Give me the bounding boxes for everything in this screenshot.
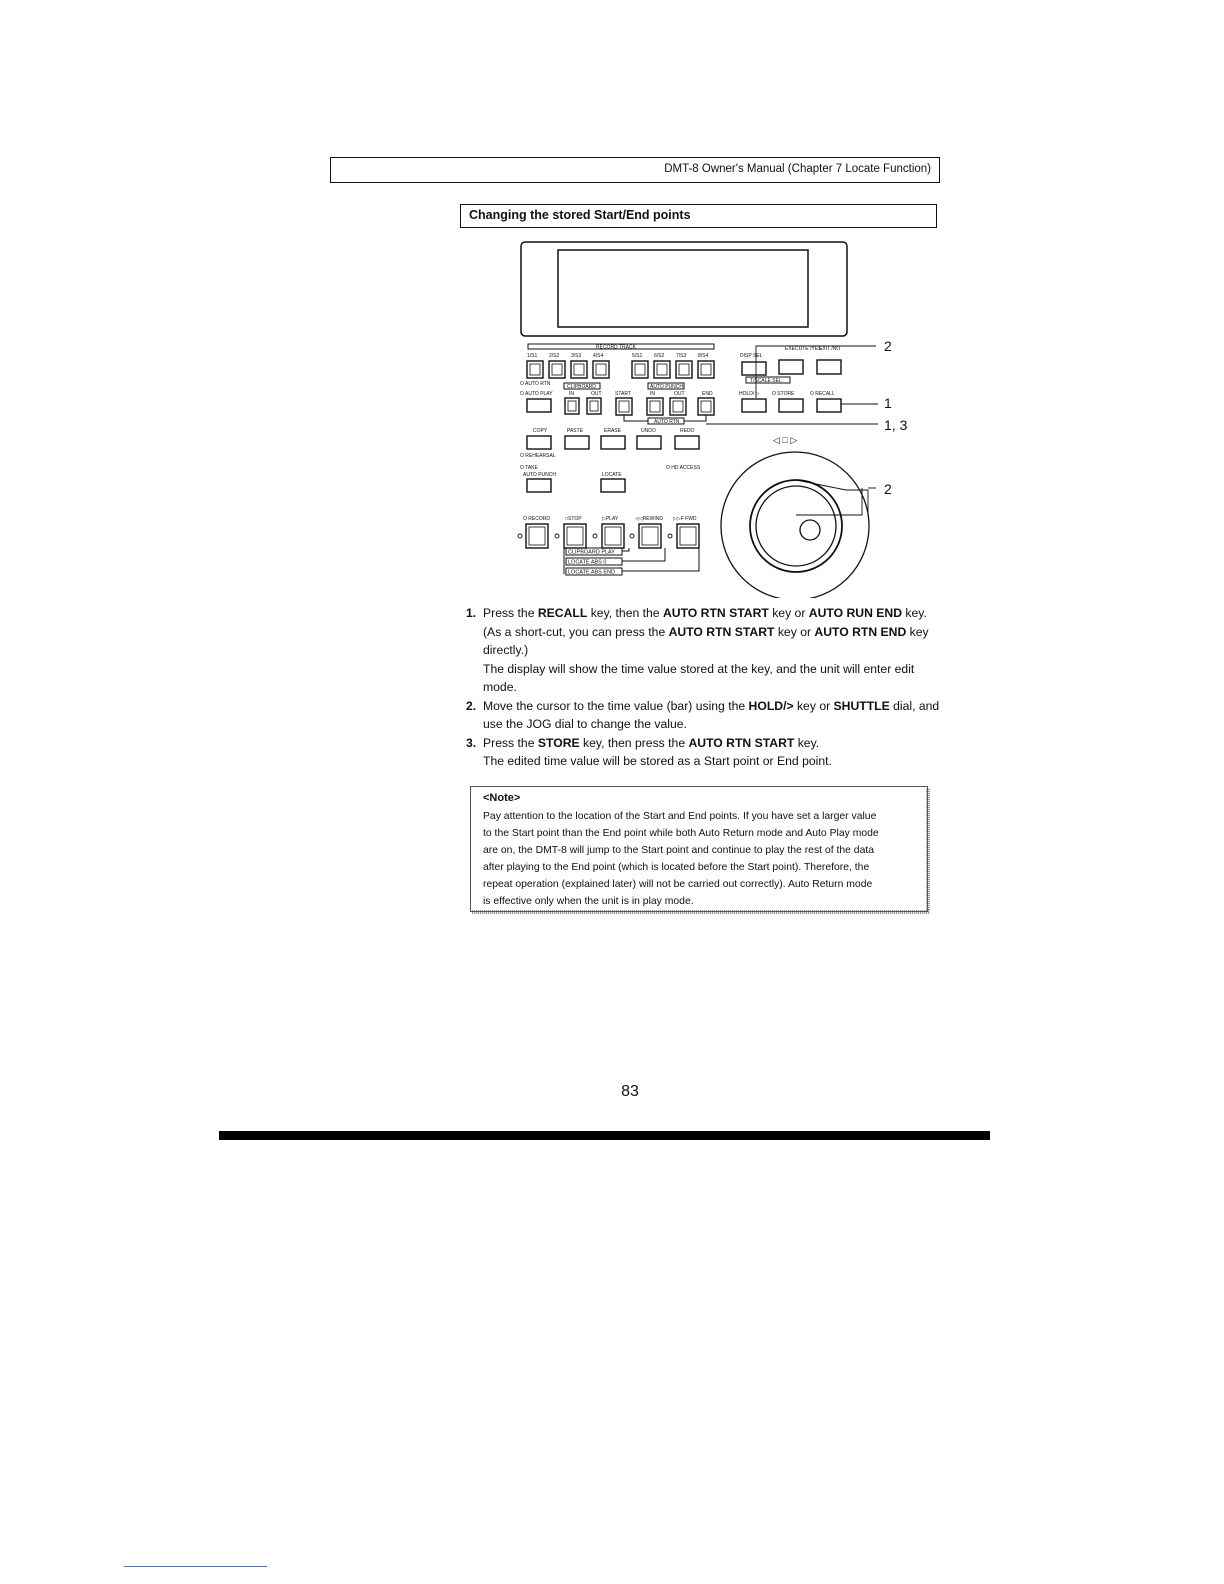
auto-punch-label: AUTO PUNCH <box>650 384 683 390</box>
svg-text:1/S1: 1/S1 <box>527 353 538 359</box>
svg-text:UNDO: UNDO <box>641 428 656 434</box>
auto-rtn-start-key <box>616 398 632 415</box>
clipboard-label: CLIPBOARD <box>567 384 596 390</box>
record-track-keys <box>527 361 714 378</box>
svg-text:7/S3: 7/S3 <box>676 353 687 359</box>
callout-1-3: 1, 3 <box>884 417 908 433</box>
step-3: 3. Press the STORE key, then press the AUTO RTN START key. The edited time value will be stored as a Start point or End point. <box>466 735 832 768</box>
track-key-2 <box>549 361 565 378</box>
note-title: <Note> <box>483 792 521 804</box>
auto-punch-key <box>527 479 551 492</box>
note-box <box>470 786 928 912</box>
exit-no-key <box>817 360 841 374</box>
step-number: 3. <box>466 735 477 750</box>
track-key-1 <box>527 361 543 378</box>
execute-yes-key <box>779 360 803 374</box>
svg-text:REDO: REDO <box>680 428 695 434</box>
svg-text:ERASE: ERASE <box>604 428 621 434</box>
track-key-4 <box>593 361 609 378</box>
lcd-screen <box>558 250 808 327</box>
page-number: 83 <box>621 1083 639 1100</box>
callout-2-top: 2 <box>884 338 892 354</box>
callout-2-dial: 2 <box>884 481 892 497</box>
auto-play-key <box>527 399 551 412</box>
disp-sel-key <box>742 362 766 375</box>
svg-text:COPY: COPY <box>533 428 548 434</box>
svg-text:END: END <box>702 391 713 397</box>
note-text: Pay attention to the location of the Start and End points. If you have set a larger value to the Start point than the End point while both Auto Return mode and Auto Play mode are on, the DMT-8 will jump to the Start point and continue to play the rest of the data after playing to the End point (which is located before the Start point). Therefore, the repeat operation (explained later) will not be carried out correctly). Auto Return mode is effective only when the unit is in play mode. <box>483 811 879 907</box>
locate-key <box>601 479 625 492</box>
svg-text:O HD ACCESS: O HD ACCESS <box>666 465 701 471</box>
svg-text:EXIT /NO: EXIT /NO <box>819 346 841 352</box>
svg-text:8/S4: 8/S4 <box>698 353 709 359</box>
section-title: Changing the stored Start/End points <box>469 208 691 222</box>
jog-finger-hole <box>800 520 820 540</box>
jog-dial-outer <box>750 480 842 572</box>
callout-1: 1 <box>884 395 892 411</box>
svg-text:□STOP: □STOP <box>565 516 582 522</box>
svg-text:EXECUTE /YES: EXECUTE /YES <box>785 346 822 352</box>
svg-text:AUTO PUNCH: AUTO PUNCH <box>523 472 556 478</box>
hold-key <box>742 399 766 412</box>
svg-text:HOLD/ ▷: HOLD/ ▷ <box>739 391 760 397</box>
svg-text:IN: IN <box>569 391 574 397</box>
header-box <box>330 157 940 183</box>
svg-text:OUT: OUT <box>591 391 602 397</box>
shuttle-dial <box>721 452 869 598</box>
svg-text:2/S2: 2/S2 <box>549 353 560 359</box>
punch-in-key <box>647 398 663 415</box>
locate-abs-end-label: LOCATE ABS END <box>568 569 615 576</box>
bottom-rule <box>219 1131 990 1140</box>
instruction-steps <box>460 604 942 771</box>
copy-key <box>527 436 551 449</box>
erase-key <box>601 436 625 449</box>
paste-key <box>565 436 589 449</box>
undo-key <box>637 436 661 449</box>
track-key-6 <box>654 361 670 378</box>
tscale-label: T/SCALE SEL <box>750 378 782 384</box>
section-heading-box <box>460 204 937 228</box>
step-number: 2. <box>466 698 477 713</box>
clipboard-out-key <box>587 398 601 414</box>
svg-text:START: START <box>615 391 631 397</box>
svg-text:6/S2: 6/S2 <box>654 353 665 359</box>
step-number: 1. <box>466 606 477 620</box>
track-key-8 <box>698 361 714 378</box>
jog-dial <box>756 486 836 566</box>
step-2: 2. Move the cursor to the time value (bar) using the HOLD/> key or SHUTTLE dial, and use the JOG dial to change the value. <box>466 698 940 731</box>
svg-text:▷PLAY: ▷PLAY <box>602 516 619 522</box>
track-key-3 <box>571 361 587 378</box>
svg-text:3/S3: 3/S3 <box>571 353 582 359</box>
svg-text:O TAKE: O TAKE <box>520 465 538 471</box>
svg-text:4/S4: 4/S4 <box>593 353 604 359</box>
svg-text:▷▷F FWD: ▷▷F FWD <box>673 516 697 522</box>
clipboard-play-label: CLIPBOARD PLAY <box>568 549 615 556</box>
cursor-arrows: ◁ □ ▷ <box>773 435 798 445</box>
clipboard-in-key <box>565 398 579 414</box>
punch-out-key <box>670 398 686 415</box>
svg-text:IN: IN <box>650 391 655 397</box>
record-track-label: RECORD TRACK <box>596 344 636 351</box>
recall-key <box>817 399 841 412</box>
track-key-7 <box>676 361 692 378</box>
step-1: 1. Press the RECALL key, then the AUTO RTN START key or AUTO RUN END key. (As a short-cut, you can press the AUTO RTN START key or AUTO RTN END key directly.) The display will show the time value stored at the key, and the unit will enter edit mode. <box>466 606 929 694</box>
svg-text:OUT: OUT <box>674 391 685 397</box>
svg-text:PASTE: PASTE <box>567 428 584 434</box>
store-key <box>779 399 803 412</box>
svg-text:DISP SEL: DISP SEL <box>740 353 763 359</box>
svg-text:O REHEARSAL: O REHEARSAL <box>520 453 556 459</box>
svg-text:O STORE: O STORE <box>772 391 795 397</box>
control-panel-diagram <box>510 238 930 598</box>
svg-text:O RECALL: O RECALL <box>810 391 835 397</box>
svg-text:O RECORD: O RECORD <box>523 516 550 522</box>
auto-play-indicator: O AUTO PLAY <box>520 391 553 397</box>
header-title: DMT-8 Owner's Manual (Chapter 7 Locate Function) <box>664 163 931 175</box>
auto-rtn-end-key <box>698 398 714 415</box>
auto-rtn-bracket-label: AUTO RTN <box>654 419 680 425</box>
track-key-5 <box>632 361 648 378</box>
display-housing <box>521 242 847 336</box>
footnote-rule <box>124 1566 267 1567</box>
redo-key <box>675 436 699 449</box>
svg-text:◁◁REWIND: ◁◁REWIND <box>635 516 663 522</box>
auto-rtn-indicator: O AUTO RTN <box>520 381 551 387</box>
locate-abs0-label: LOCATE ABS 0 <box>568 559 607 566</box>
svg-text:LOCATE: LOCATE <box>602 472 622 478</box>
svg-text:5/S1: 5/S1 <box>632 353 643 359</box>
